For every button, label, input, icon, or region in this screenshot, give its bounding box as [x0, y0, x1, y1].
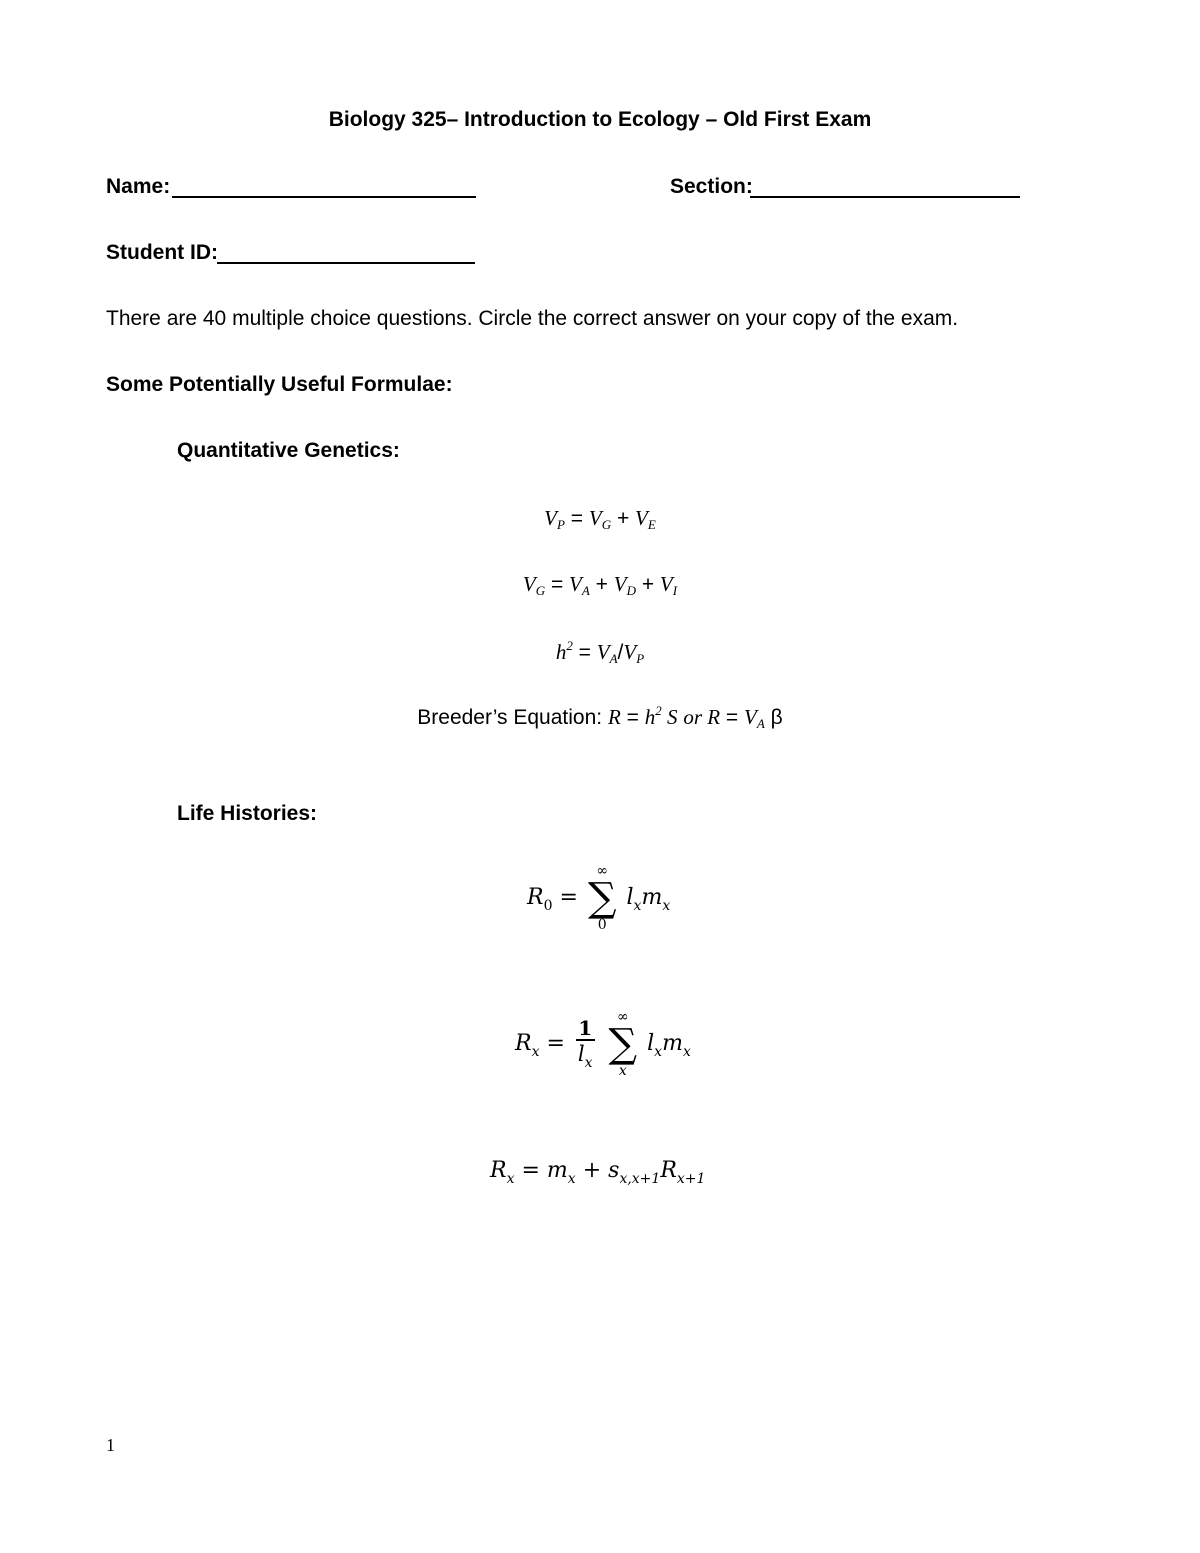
page-title: Biology 325– Introduction to Ecology – Old First Exam — [328, 108, 872, 131]
section-label: Section: — [670, 175, 753, 198]
breeders-equation-label: Breeder’s Equation: — [417, 706, 603, 729]
section-field[interactable] — [750, 196, 1020, 198]
equation-breeders: Breeder’s Equation: $R = h^2$ S or $R = V_A$ β — [417, 703, 783, 731]
summation-symbol: ∞ ∑ 0 — [587, 863, 617, 933]
student-id-field[interactable] — [217, 262, 475, 264]
name-label: Name: — [106, 175, 171, 198]
equation-genetic-variance: $V_G = V_A + V_D + V_I$ — [522, 572, 678, 598]
page-number: 1 — [106, 1435, 115, 1455]
equation-net-reproductive-rate: $R_0$ = ∞ ∑ 0 $l_xm_x$ — [527, 863, 671, 933]
instructions-text: There are 40 multiple choice questions. Circle the correct answer on your copy of the exam. — [106, 307, 959, 330]
fraction-one-over-lx: $\frac{1}{l_x}$ — [577, 1015, 593, 1071]
formulae-heading: Some Potentially Useful Formulae: — [106, 373, 453, 396]
equation-heritability: $h^2 = V_A/V_P$ — [555, 638, 645, 666]
equation-reproductive-value: $R_x$ = $\frac{1}{l_x}$ ∞ ∑ x $l_xm_x$ — [515, 1009, 691, 1079]
quantitative-genetics-heading: Quantitative Genetics: — [177, 439, 400, 462]
equation-reproductive-value-recursive: $R_x = m_x + s_{x,x+1}R_{x+1}$ — [490, 1158, 706, 1187]
equation-phenotypic-variance: $V_P = V_G + V_E$ — [544, 506, 656, 532]
life-histories-heading: Life Histories: — [177, 802, 318, 825]
name-field[interactable] — [172, 196, 476, 198]
student-id-label: Student ID: — [106, 241, 218, 264]
summation-symbol: ∞ ∑ x — [608, 1009, 638, 1079]
